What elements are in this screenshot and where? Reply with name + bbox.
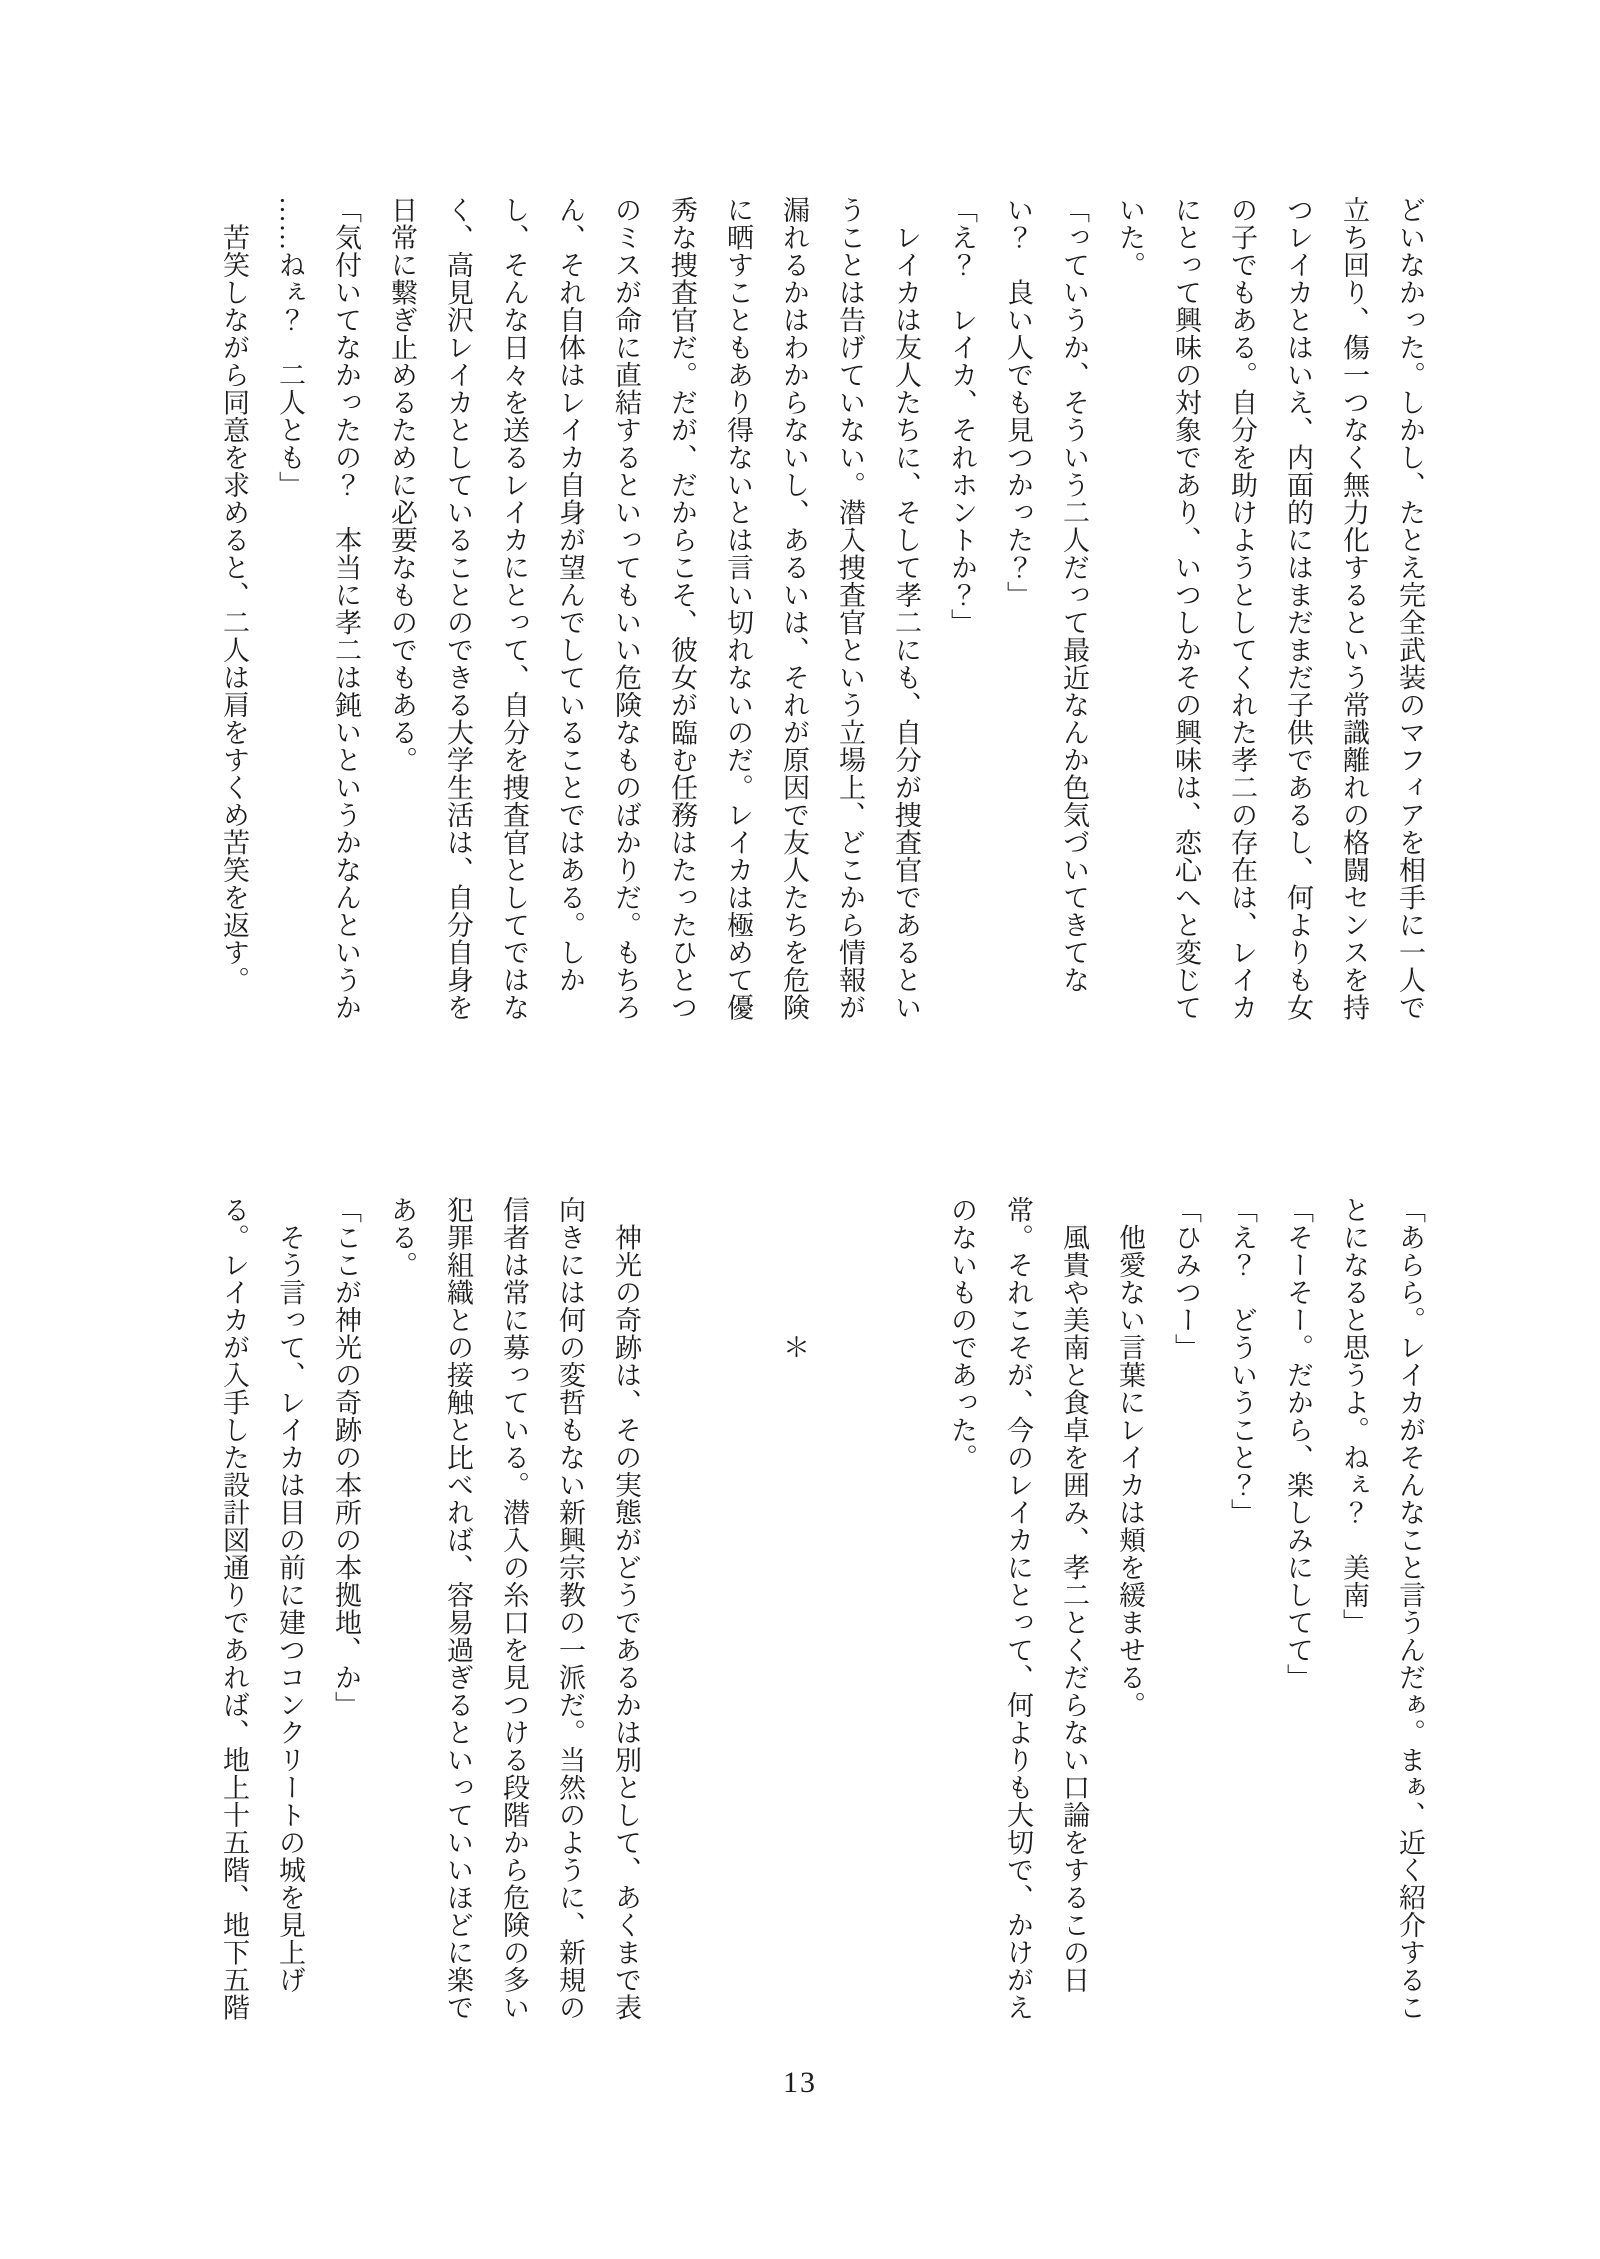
text-line: 日常に繋ぎ止めるために必要なものでもある。	[387, 196, 417, 774]
text-line: のミスが命に直結するといってもいい危険なものばかりだ。もちろ	[611, 196, 641, 1021]
text-block-lower	[206, 1196, 1438, 2021]
section-separator: ＊	[779, 1196, 809, 1361]
text-line: 「あらら。レイカがそんなこと言うんだぁ。まぁ、近く紹介するこ	[1395, 1196, 1425, 2021]
blank-line	[878, 1196, 934, 2021]
text-line: ……ねぇ？ 二人とも」	[275, 196, 305, 499]
text-line: 立ち回り、傷一つなく無力化するという常識離れの格闘センスを持	[1339, 196, 1369, 1021]
text-line: 「気付いてなかったの？ 本当に孝二は鈍いというかなんというか	[331, 196, 361, 1021]
text-line: い？ 良い人でも見つかった？」	[1003, 196, 1033, 609]
text-line: 「え？ どういうこと？」	[1227, 1196, 1257, 1526]
text-line: 常。それこそが、今のレイカにとって、何よりも大切で、かけがえ	[1003, 1196, 1033, 2021]
text-line: 苦笑しながら同意を求めると、二人は肩をすくめ苦笑を返す。	[219, 196, 249, 994]
text-line: 風貴や美南と食卓を囲み、孝二とくだらない口論をするこの日	[1059, 1196, 1089, 1994]
text-line: し、そんな日々を送るレイカにとって、自分を捜査官としてではな	[499, 196, 529, 1021]
text-line: つレイカとはいえ、内面的にはまだまだ子供であるし、何よりも女	[1283, 196, 1313, 1021]
text-line: の子でもある。自分を助けようとしてくれた孝二の存在は、レイカ	[1227, 196, 1257, 1021]
page-number: 13	[783, 2066, 817, 2099]
text-line: 漏れるかはわからないし、あるいは、それが原因で友人たちを危険	[779, 196, 809, 1021]
text-line: 「ここが神光の奇跡の本所の本拠地、か」	[331, 1196, 361, 1719]
text-line: 他愛ない言葉にレイカは頬を緩ませる。	[1115, 1196, 1145, 1719]
text-line: 「え？ レイカ、それホントか？」	[947, 196, 977, 636]
text-line: 向きには何の変哲もない新興宗教の一派だ。当然のように、新規の	[555, 1196, 585, 2021]
text-line: く、高見沢レイカとしていることのできる大学生活は、自分自身を	[443, 196, 473, 1021]
text-line: に晒すこともあり得ないとは言い切れないのだ。レイカは極めて優	[723, 196, 753, 1021]
text-line: レイカは友人たちに、そして孝二にも、自分が捜査官であるとい	[891, 196, 921, 1021]
blank-line	[822, 1196, 878, 2021]
text-block-upper	[206, 196, 1438, 1021]
text-line: る。レイカが入手した設計図通りであれば、地上十五階、地下五階	[219, 1196, 249, 2021]
text-line: 「っていうか、そういう二人だって最近なんか色気づいてきてな	[1059, 196, 1089, 994]
text-line: どいなかった。しかし、たとえ完全武装のマフィアを相手に一人で	[1395, 196, 1425, 1021]
text-line: とになると思うよ。ねぇ？ 美南」	[1339, 1196, 1369, 1636]
text-line: 神光の奇跡は、その実態がどうであるかは別として、あくまで表	[611, 1196, 641, 2021]
blank-line	[654, 1196, 710, 2021]
text-line: 「そーそー。だから、楽しみにしてて」	[1283, 1196, 1313, 1691]
text-line: 「ひみつー」	[1171, 1196, 1201, 1361]
text-line: うことは告げていない。潜入捜査官という立場上、どこから情報が	[835, 196, 865, 1021]
text-line: 秀な捜査官だ。だが、だからこそ、彼女が臨む任務はたったひとつ	[667, 196, 697, 1021]
blank-line	[710, 1196, 766, 2021]
text-line: いた。	[1115, 196, 1145, 279]
text-line: 犯罪組織との接触と比べれば、容易過ぎるといっていいほどに楽で	[443, 1196, 473, 2021]
text-line: のないものであった。	[947, 1196, 977, 1471]
text-line: ある。	[387, 1196, 417, 1279]
text-line: にとって興味の対象であり、いつしかその興味は、恋心へと変じて	[1171, 196, 1201, 1021]
text-line: そう言って、レイカは目の前に建つコンクリートの城を見上げ	[275, 1196, 305, 1994]
text-line: 信者は常に募っている。潜入の糸口を見つける段階から危険の多い	[499, 1196, 529, 2021]
text-line: ん、それ自体はレイカ自身が望んでしていることではある。しか	[555, 196, 585, 994]
